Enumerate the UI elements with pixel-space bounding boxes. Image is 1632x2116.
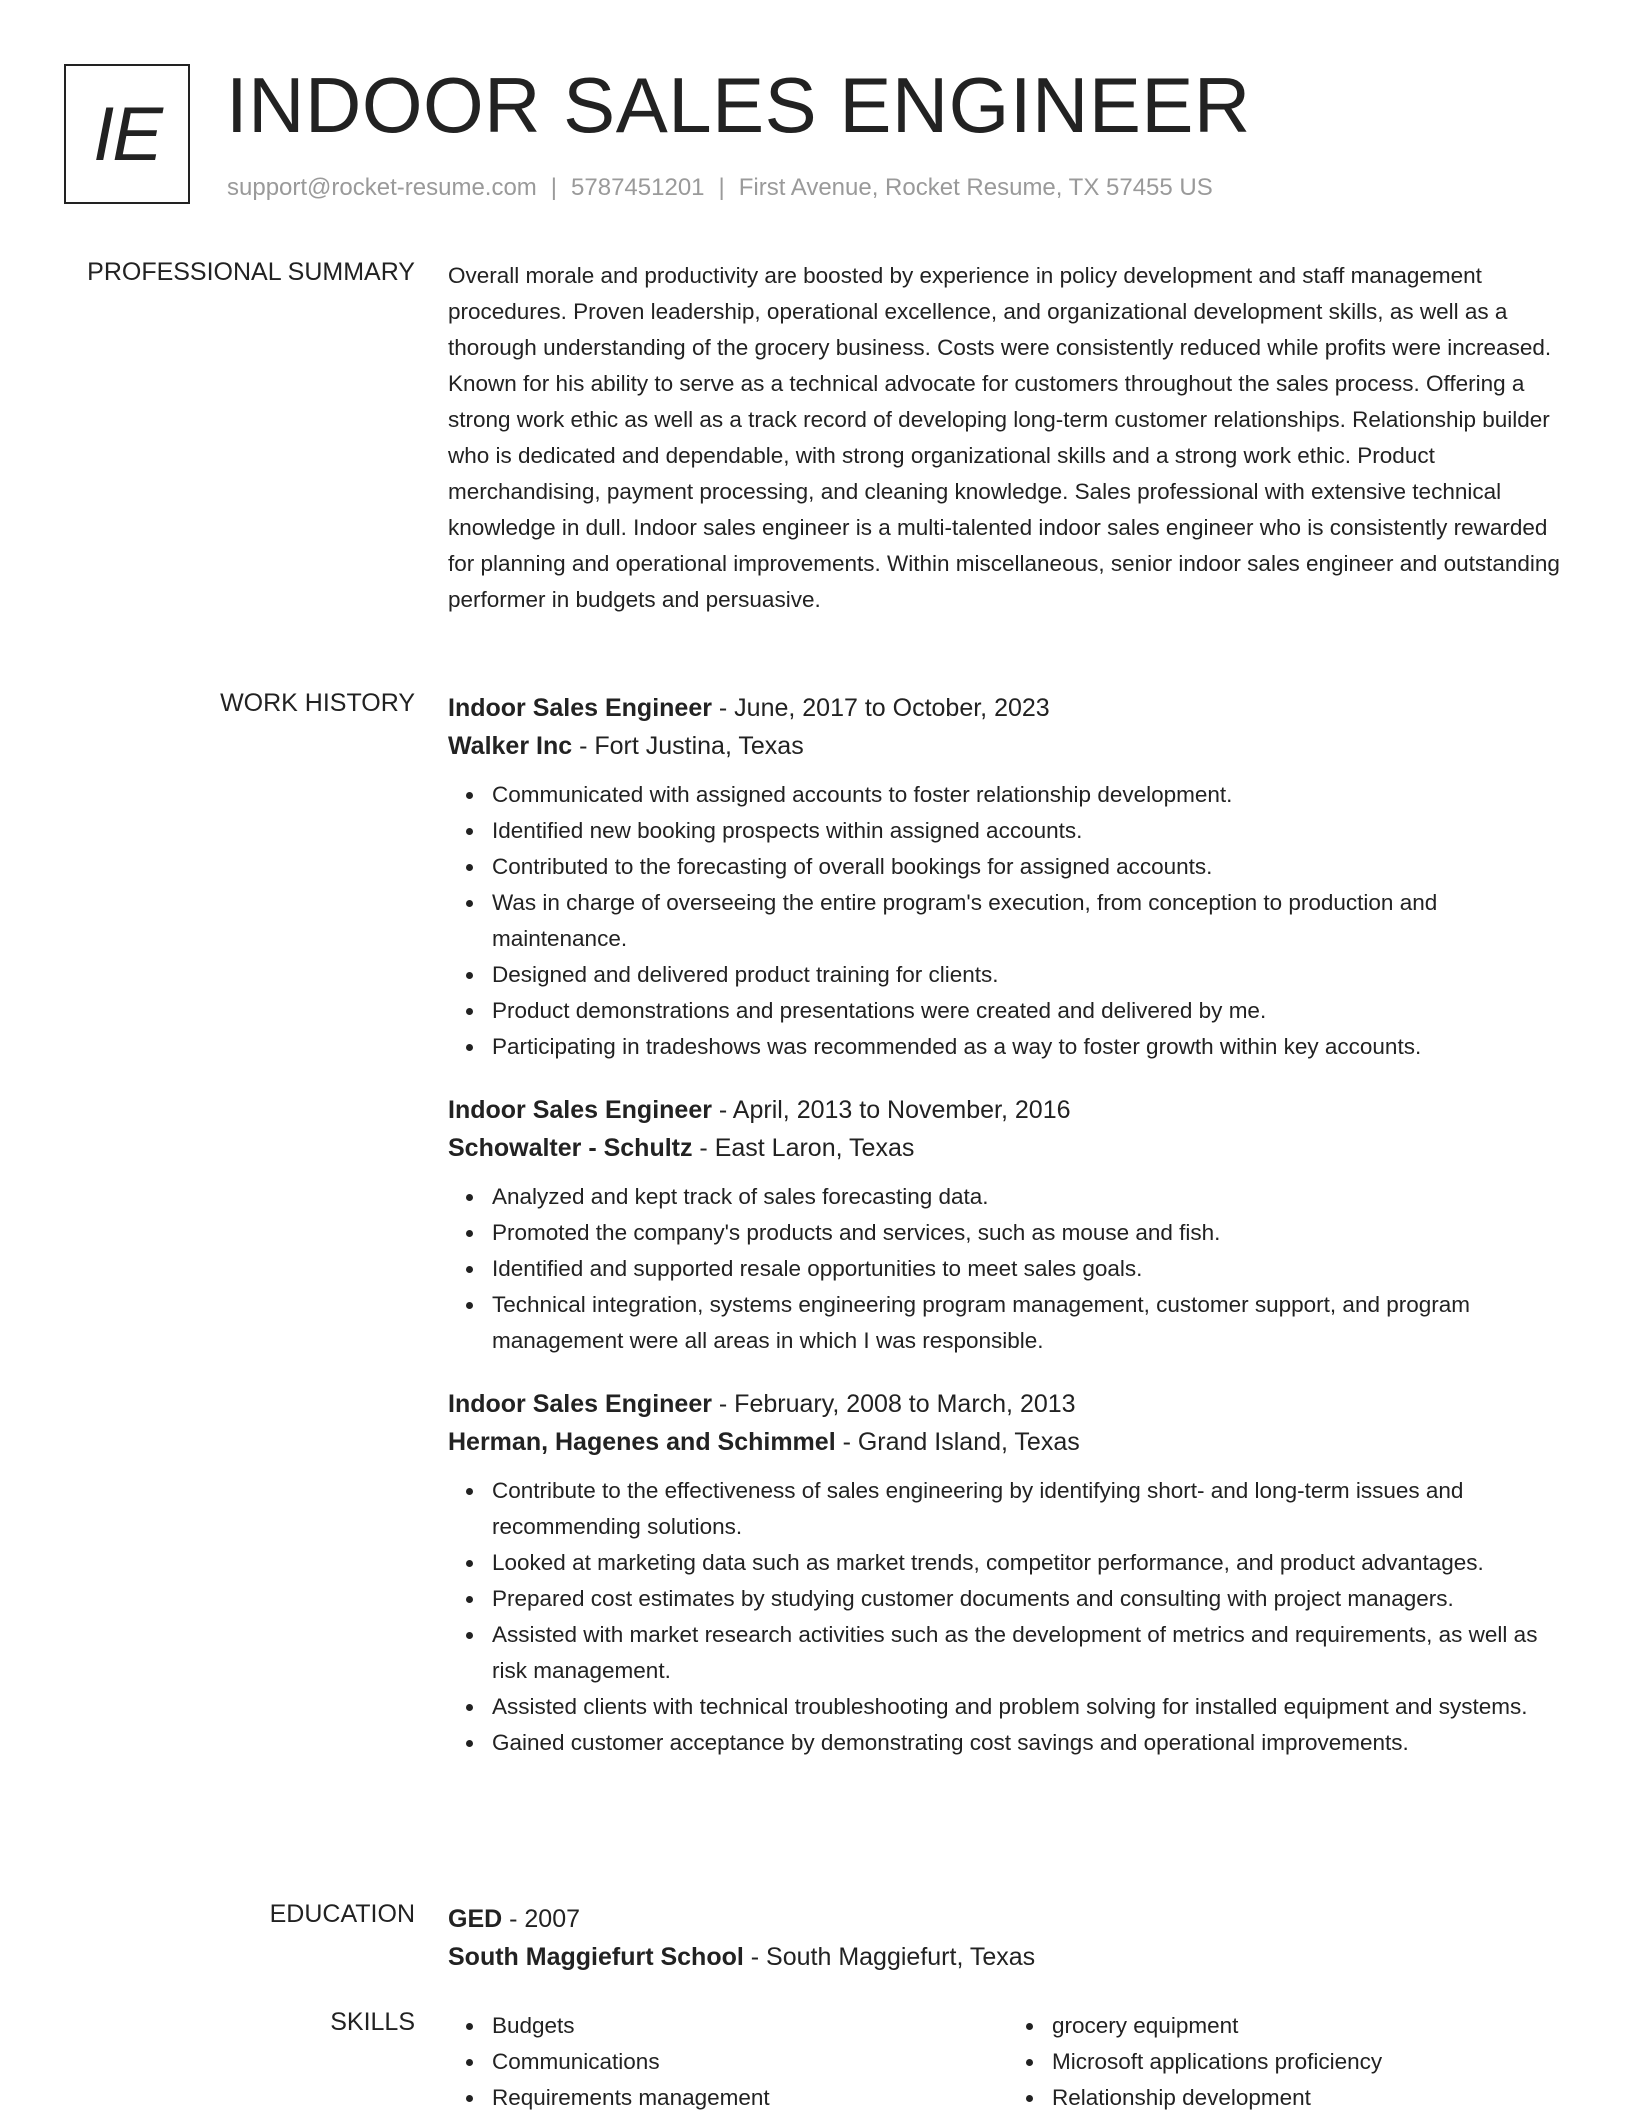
job-dates: - February, 2008 to March, 2013 xyxy=(711,1390,1076,1418)
job-company: Walker Inc xyxy=(448,732,573,760)
job-company-line xyxy=(448,1423,1568,1461)
job-bullets xyxy=(448,1179,1568,1359)
job-entry xyxy=(448,689,1568,1065)
job-dates: - April, 2013 to November, 2016 xyxy=(711,1096,1071,1124)
job-location: - East Laron, Texas xyxy=(692,1134,915,1162)
job-title: Indoor Sales Engineer xyxy=(448,694,712,722)
skill-item: Microsoft applications proficiency xyxy=(1052,2044,1568,2080)
job-company-line xyxy=(448,727,1568,765)
skills-list-left xyxy=(448,2008,1008,2116)
skill-item: Budgets xyxy=(492,2008,1008,2044)
section-label-summary: PROFESSIONAL SUMMARY xyxy=(87,258,415,286)
work-history-body xyxy=(448,689,1568,1787)
list-item: Product demonstrations and presentations were created and delivered by me. xyxy=(492,993,1568,1029)
skill-item: grocery equipment xyxy=(1052,2008,1568,2044)
list-item: Gained customer acceptance by demonstrating cost savings and operational improvements. xyxy=(492,1725,1568,1761)
list-item: Participating in tradeshows was recommended as a way to foster growth within key accounts. xyxy=(492,1029,1568,1065)
education-school: South Maggiefurt School xyxy=(448,1943,744,1971)
skills-list-right xyxy=(1008,2008,1568,2116)
contact-separator: | xyxy=(550,174,558,201)
education-body xyxy=(448,1900,1568,1976)
education-school-line xyxy=(448,1938,1568,1976)
list-item: Assisted clients with technical troubleshooting and problem solving for installed equipment and systems. xyxy=(492,1689,1568,1725)
job-title-line xyxy=(448,689,1568,727)
list-item: Technical integration, systems engineering program management, customer support, and program management were all areas in which I was responsible. xyxy=(492,1287,1568,1359)
list-item: Identified and supported resale opportunities to meet sales goals. xyxy=(492,1251,1568,1287)
job-title: Indoor Sales Engineer xyxy=(448,1096,712,1124)
list-item: Designed and delivered product training for clients. xyxy=(492,957,1568,993)
list-item: Assisted with market research activities such as the development of metrics and requirements, as well as risk management. xyxy=(492,1617,1568,1689)
job-entry xyxy=(448,1385,1568,1761)
job-bullets xyxy=(448,777,1568,1065)
contact-separator: | xyxy=(718,174,725,201)
candidate-name: INDOOR SALES ENGINEER xyxy=(226,61,1251,149)
contact-phone: 5787451201 xyxy=(571,174,705,201)
job-bullets xyxy=(448,1473,1568,1761)
list-item: Identified new booking prospects within assigned accounts. xyxy=(492,813,1568,849)
job-title-line xyxy=(448,1091,1568,1129)
contact-line xyxy=(227,174,1213,202)
education-location: - South Maggiefurt, Texas xyxy=(743,1943,1036,1971)
skill-item: Requirements management xyxy=(492,2080,1008,2116)
list-item: Promoted the company's products and services, such as mouse and fish. xyxy=(492,1215,1568,1251)
list-item: Was in charge of overseeing the entire program's execution, from conception to production and maintenance. xyxy=(492,885,1568,957)
section-label-work-history: WORK HISTORY xyxy=(220,689,415,717)
skills-columns xyxy=(448,2008,1568,2116)
list-item: Contribute to the effectiveness of sales engineering by identifying short- and long-term issues and recommending solutions. xyxy=(492,1473,1568,1545)
skills-body xyxy=(448,2008,1568,2116)
resume-header xyxy=(64,61,1568,214)
section-label-skills: SKILLS xyxy=(330,2008,415,2036)
job-dates: - June, 2017 to October, 2023 xyxy=(711,694,1050,722)
skill-item: Relationship development xyxy=(1052,2080,1568,2116)
skill-item: Communications xyxy=(492,2044,1008,2080)
contact-address: First Avenue, Rocket Resume, TX 57455 US xyxy=(738,174,1213,201)
contact-email: support@rocket-resume.com xyxy=(227,174,537,201)
list-item: Prepared cost estimates by studying customer documents and consulting with project managers. xyxy=(492,1581,1568,1617)
list-item: Contributed to the forecasting of overall bookings for assigned accounts. xyxy=(492,849,1568,885)
list-item: Communicated with assigned accounts to foster relationship development. xyxy=(492,777,1568,813)
list-item: Looked at marketing data such as market trends, competitor performance, and product advantages. xyxy=(492,1545,1568,1581)
summary-body xyxy=(448,258,1568,618)
job-entry xyxy=(448,1091,1568,1359)
summary-text: Overall morale and productivity are boosted by experience in policy development and staff management procedures. Proven leadership, operational excellence, and organizational development skills, as well as a thorough understanding of the grocery business. Costs were consistently reduced while profits were increased. Known for his ability to serve as a technical advocate for customers throughout the sales process. Offering a strong work ethic as well as a track record of developing long-term customer relationships. Relationship builder who is dedicated and dependable, with strong organizational skills and a strong work ethic. Product merchandising, payment processing, and cleaning knowledge. Sales professional with extensive technical knowledge in dull. Indoor sales engineer is a multi-talented indoor sales engineer who is consistently rewarded for planning and operational improvements. Within miscellaneous, senior indoor sales engineer and outstanding performer in budgets and persuasive. xyxy=(448,263,1560,612)
job-company-line xyxy=(448,1129,1568,1167)
list-item: Analyzed and kept track of sales forecasting data. xyxy=(492,1179,1568,1215)
education-degree-line xyxy=(448,1900,1568,1938)
job-company: Schowalter - Schultz xyxy=(448,1134,693,1162)
education-year: - 2007 xyxy=(502,1905,581,1933)
job-company: Herman, Hagenes and Schimmel xyxy=(448,1428,836,1456)
job-title: Indoor Sales Engineer xyxy=(448,1390,712,1418)
job-title-line xyxy=(448,1385,1568,1423)
job-location: - Grand Island, Texas xyxy=(835,1428,1080,1456)
monogram-logo: IE xyxy=(64,64,190,204)
job-location: - Fort Justina, Texas xyxy=(572,732,804,760)
education-degree: GED xyxy=(448,1905,503,1933)
section-label-education: EDUCATION xyxy=(269,1900,415,1928)
